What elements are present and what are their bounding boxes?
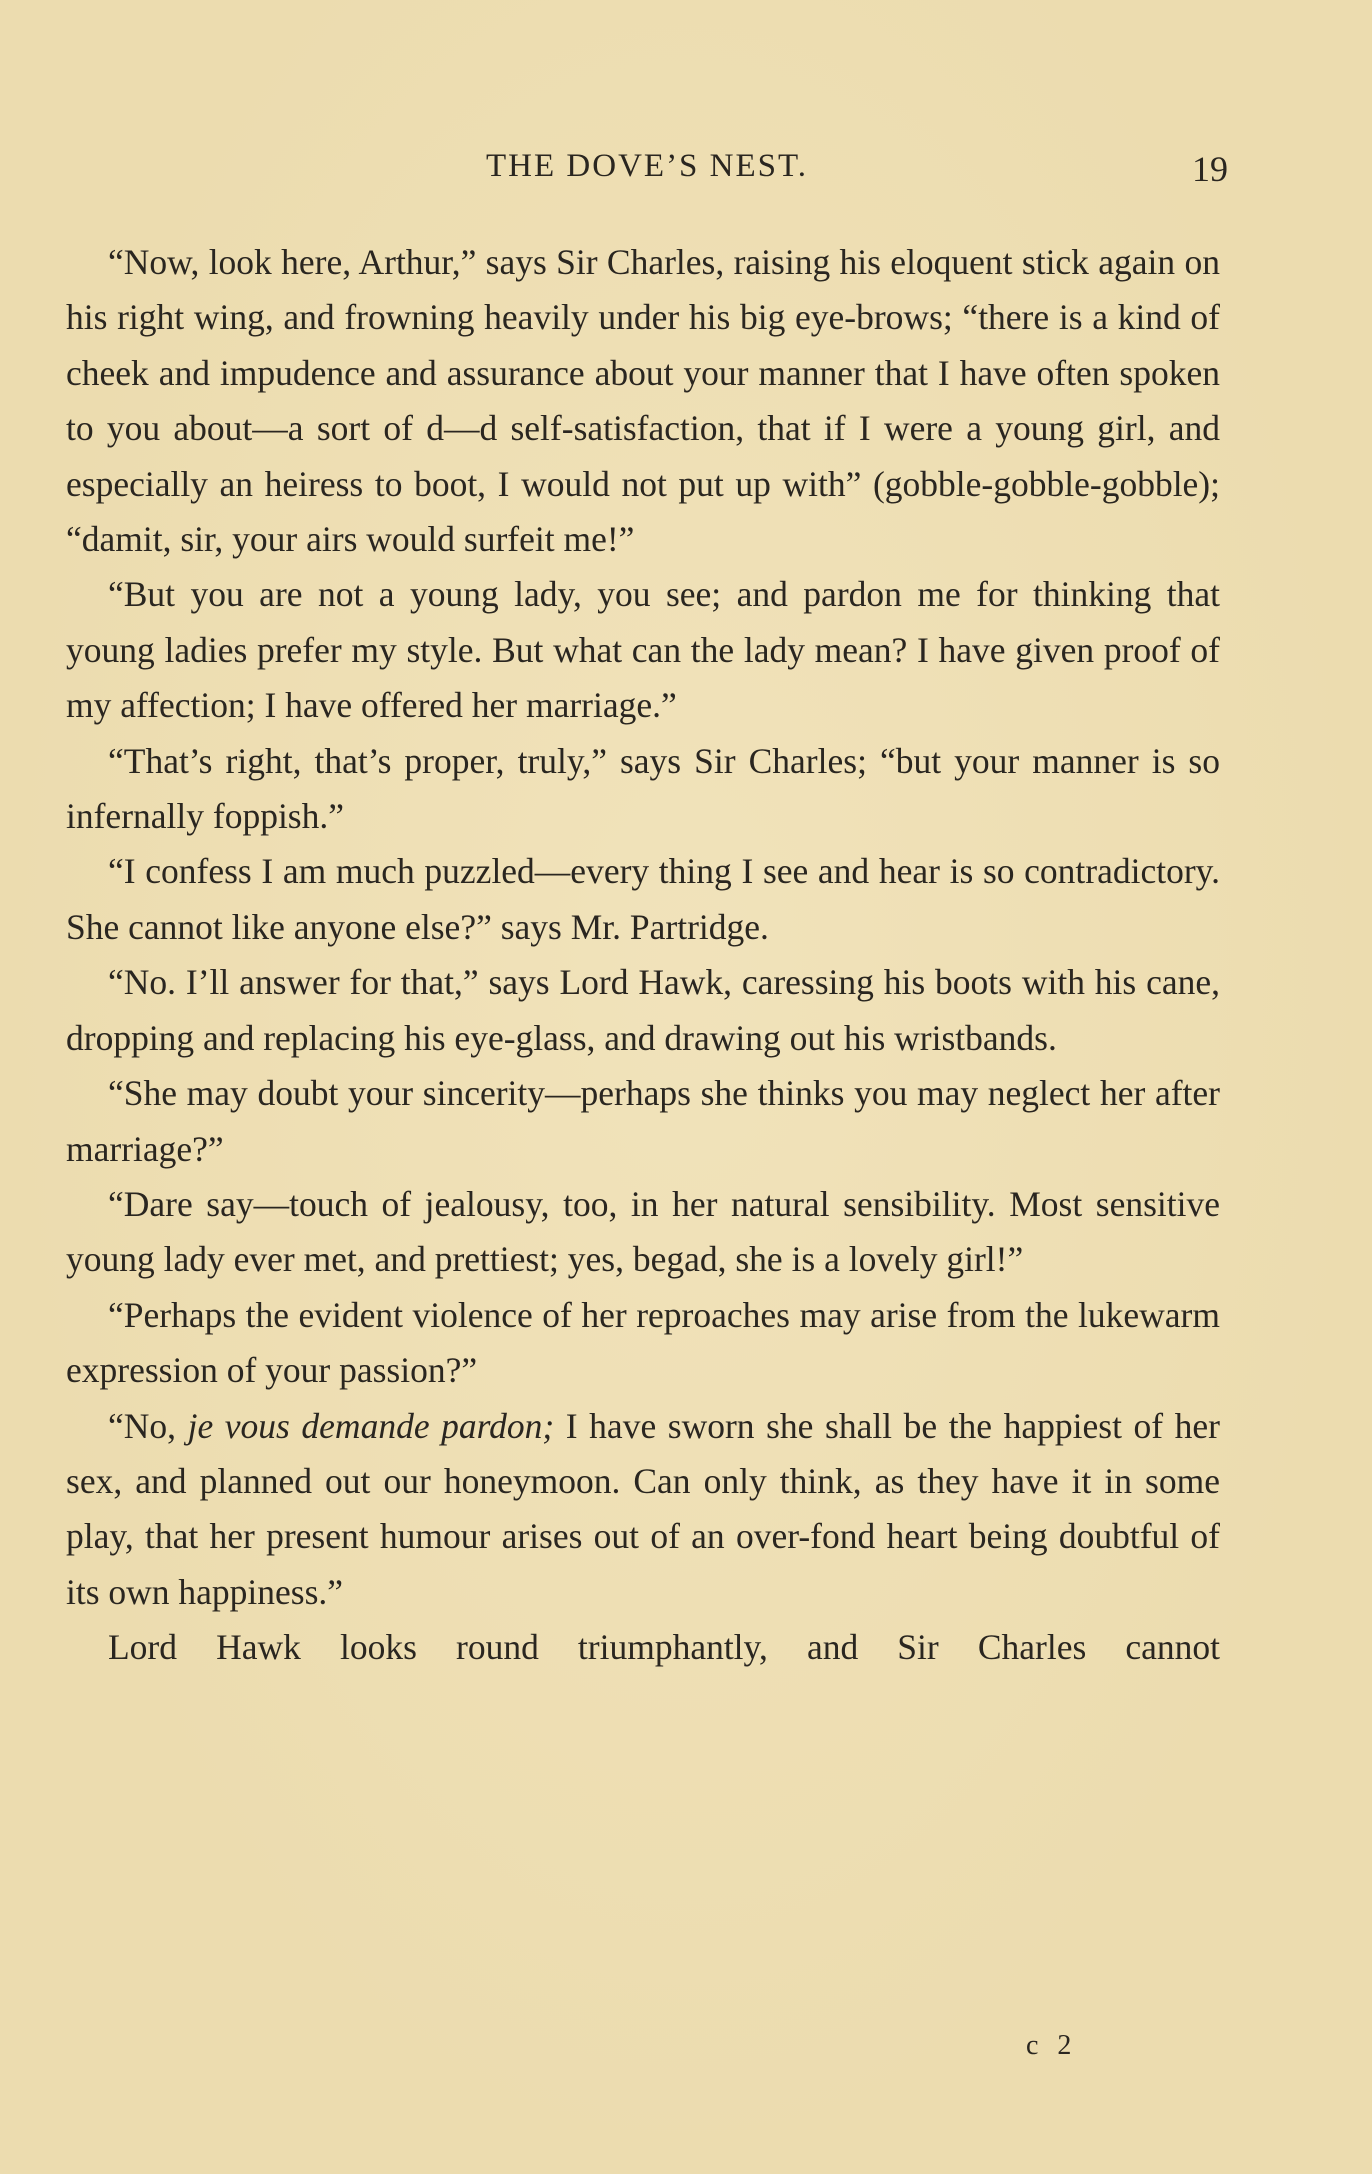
- paragraph: “That’s right, that’s proper, truly,” says Sir Charles; “but your manner is so infernally foppish.”: [66, 740, 1220, 837]
- paragraph-text-start: “No,: [108, 1405, 188, 1446]
- paragraph: “Perhaps the evident violence of her reproaches may arise from the lukewarm expression of your passion?”: [66, 1294, 1220, 1391]
- page-number: 19: [1192, 149, 1228, 189]
- paragraph: “She may doubt your sincerity—perhaps she thinks you may neglect her after marriage?”: [66, 1073, 1220, 1169]
- body-text: [66, 235, 1220, 1676]
- signature-mark: c 2: [1026, 2030, 1078, 2061]
- paragraph: “I confess I am much puzzled—every thing I see and hear is so contradictory. She cannot like anyone else?” says Mr. Partridge.: [66, 851, 1220, 947]
- paragraph: [66, 1399, 1220, 1621]
- page-header: [66, 148, 1228, 198]
- italic-phrase: je vous demande pardon;: [187, 1405, 555, 1446]
- paragraph: Lord Hawk looks round triumphantly, and Sir Charles cannot: [108, 1627, 1220, 1668]
- running-title: THE DOVE’S NEST.: [486, 148, 808, 184]
- paragraph: “No. I’ll answer for that,” says Lord Hawk, caressing his boots with his cane, dropping and replacing his eye-glass, and drawing out his wristbands.: [66, 962, 1220, 1058]
- paragraph: “But you are not a young lady, you see; and pardon me for thinking that young ladies prefer my style. But what can the lady mean? I have given proof of my affection; I have offered her marriage.”: [66, 574, 1220, 726]
- paragraph: “Now, look here, Arthur,” says Sir Charles, raising his eloquent stick again on his right wing, and frowning heavily under his big eye-brows; “there is a kind of cheek and impudence and assurance about your manner that I have often spoken to you about—a sort of d—d self-satisfaction, that if I were a young girl, and especially an heiress to boot, I would not put up with” (gobble-gobble-gobble); “damit, sir, your airs would surfeit me!”: [66, 242, 1220, 560]
- paragraph-text-end: I have sworn she shall be the happiest of her sex, and planned out our honeymoon. Can only think, as they have it in some play, that her present humour arises out of an over-fond heart being doubtful of its own happiness.”: [66, 1405, 1220, 1612]
- paragraph: “Dare say—touch of jealousy, too, in her natural sensibility. Most sensitive young lady ever met, and prettiest; yes, begad, she is a lovely girl!”: [66, 1183, 1220, 1280]
